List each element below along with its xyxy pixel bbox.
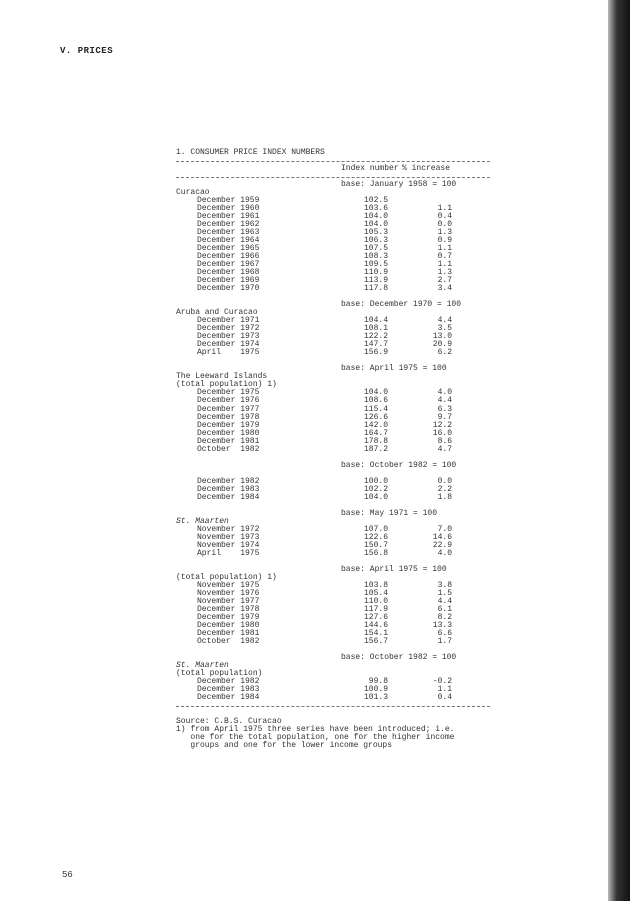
period: December 1974 (197, 340, 260, 350)
period: December 1978 (197, 604, 260, 614)
page-number: 56 (62, 870, 73, 880)
footnote-line (176, 742, 490, 750)
period: November 1973 (197, 532, 260, 542)
column-header-increase: % increase (402, 164, 451, 174)
table-row (176, 446, 490, 454)
section-heading: (total population) 1) (176, 380, 277, 390)
divider (176, 706, 490, 707)
percent-increase: 6.1 (437, 604, 452, 614)
column-header-row (176, 165, 490, 173)
percent-increase: 1.7 (437, 636, 452, 646)
period: December 1959 (197, 196, 260, 206)
period: December 1979 (197, 420, 260, 430)
period: November 1974 (197, 540, 260, 550)
percent-increase: -0.2 (432, 677, 452, 687)
period: December 1981 (197, 436, 260, 446)
index-number: 187.2 (363, 444, 388, 454)
percent-increase: 1.8 (437, 492, 452, 502)
index-number: 164.7 (363, 428, 388, 438)
period: November 1975 (197, 580, 260, 590)
divider (176, 177, 490, 178)
period: December 1968 (197, 268, 260, 278)
cpi-table (176, 149, 490, 750)
base-label: base: October 1982 = 100 (341, 460, 457, 470)
percent-increase: 0.4 (437, 212, 452, 222)
index-number: 103.6 (363, 204, 388, 214)
index-number: 142.0 (363, 420, 388, 430)
index-number: 156.9 (363, 348, 388, 358)
percent-increase: 4.4 (437, 596, 452, 606)
percent-increase: 7.0 (437, 524, 452, 534)
table-row (176, 638, 490, 646)
dashed-rule (176, 702, 490, 710)
table-title-line (176, 149, 490, 157)
base-line (176, 181, 490, 189)
index-number: 127.6 (363, 612, 388, 622)
period: October 1982 (197, 636, 260, 646)
section-heading: (total population) 1) (176, 572, 277, 582)
base-label: base: April 1975 = 100 (341, 364, 447, 374)
period: December 1966 (197, 252, 260, 262)
divider (176, 161, 490, 162)
percent-increase: 16.0 (432, 428, 452, 438)
footnote: 1) from April 1975 three series have been introduced; i.e. (176, 725, 455, 735)
footnote: one for the total population, one for the higher income (176, 733, 455, 743)
chapter-heading: V. PRICES (60, 46, 114, 56)
index-number: 104.0 (363, 492, 388, 502)
percent-increase: 0.9 (437, 236, 452, 246)
percent-increase: 6.6 (437, 628, 452, 638)
period: December 1976 (197, 396, 260, 406)
period: December 1981 (197, 628, 260, 638)
percent-increase: 0.7 (437, 252, 452, 262)
period: December 1979 (197, 612, 260, 622)
section-heading: Aruba and Curacao (176, 308, 258, 318)
index-number: 102.5 (363, 196, 388, 206)
index-number: 115.4 (363, 404, 388, 414)
index-number: 113.9 (363, 276, 388, 286)
percent-increase: 1.3 (437, 228, 452, 238)
index-number: 109.5 (363, 260, 388, 270)
percent-increase: 14.6 (432, 532, 452, 542)
percent-increase: 13.0 (432, 332, 452, 342)
column-header-index: Index number (341, 164, 399, 174)
percent-increase: 3.4 (437, 284, 452, 294)
period: December 1975 (197, 388, 260, 398)
index-number: 102.2 (363, 484, 388, 494)
index-number: 156.7 (363, 636, 388, 646)
table-row (176, 494, 490, 502)
base-line (176, 462, 490, 470)
section-heading: The Leeward Islands (176, 372, 268, 382)
index-number: 117.9 (363, 604, 388, 614)
index-number: 104.0 (363, 388, 388, 398)
index-number: 122.2 (363, 332, 388, 342)
percent-increase: 8.2 (437, 612, 452, 622)
percent-increase: 20.9 (432, 340, 452, 350)
percent-increase: 2.2 (437, 484, 452, 494)
period: December 1978 (197, 412, 260, 422)
period: December 1973 (197, 332, 260, 342)
period: December 1984 (197, 492, 260, 502)
percent-increase: 3.5 (437, 324, 452, 334)
period: November 1977 (197, 596, 260, 606)
percent-increase: 2.7 (437, 276, 452, 286)
index-number: 178.8 (363, 436, 388, 446)
table-row (176, 550, 490, 558)
index-number: 154.1 (363, 628, 388, 638)
percent-increase: 1.1 (437, 204, 452, 214)
index-number: 147.7 (363, 340, 388, 350)
percent-increase: 1.5 (437, 588, 452, 598)
index-number: 122.6 (363, 532, 388, 542)
index-number: 100.0 (363, 476, 388, 486)
period: December 1982 (197, 677, 260, 687)
period: December 1980 (197, 620, 260, 630)
index-number: 99.8 (368, 677, 388, 687)
index-number: 100.9 (363, 685, 388, 695)
table-row (176, 285, 490, 293)
index-number: 126.6 (363, 412, 388, 422)
percent-increase: 4.4 (437, 316, 452, 326)
section-heading: St. Maarten (176, 661, 229, 670)
period: April 1975 (197, 348, 260, 358)
period: December 1971 (197, 316, 260, 326)
index-number: 104.0 (363, 212, 388, 222)
period: December 1972 (197, 324, 260, 334)
index-number: 105.4 (363, 588, 388, 598)
source-note: Source: C.B.S. Curacao (176, 717, 282, 727)
index-number: 156.8 (363, 548, 388, 558)
index-number: 107.0 (363, 524, 388, 534)
index-number: 107.5 (363, 244, 388, 254)
index-number: 144.6 (363, 620, 388, 630)
period: December 1984 (197, 693, 260, 703)
index-number: 105.3 (363, 228, 388, 238)
period: December 1967 (197, 260, 260, 270)
period: November 1976 (197, 588, 260, 598)
period: December 1969 (197, 276, 260, 286)
table-row (176, 694, 490, 702)
index-number: 150.7 (363, 540, 388, 550)
period: October 1982 (197, 444, 260, 454)
index-number: 110.0 (363, 596, 388, 606)
period: December 1977 (197, 404, 260, 414)
table-row (176, 349, 490, 357)
period: December 1965 (197, 244, 260, 254)
section-heading: (total population) (176, 669, 263, 679)
percent-increase: 0.0 (437, 220, 452, 230)
index-number: 108.6 (363, 396, 388, 406)
scan-edge-shadow (608, 0, 630, 901)
period: December 1963 (197, 228, 260, 238)
index-number: 108.3 (363, 252, 388, 262)
period: December 1980 (197, 428, 260, 438)
base-label: base: January 1958 = 100 (341, 180, 457, 190)
percent-increase: 13.3 (432, 620, 452, 630)
period: December 1964 (197, 236, 260, 246)
period: November 1972 (197, 524, 260, 534)
base-label: base: October 1982 = 100 (341, 652, 457, 662)
index-number: 110.9 (363, 268, 388, 278)
period: April 1975 (197, 548, 260, 558)
base-label: base: May 1971 = 100 (341, 508, 438, 518)
base-label: base: April 1975 = 100 (341, 564, 447, 574)
percent-increase: 1.1 (437, 685, 452, 695)
index-number: 117.8 (363, 284, 388, 294)
table-title: 1. CONSUMER PRICE INDEX NUMBERS (176, 148, 325, 157)
percent-increase: 3.8 (437, 580, 452, 590)
period: December 1983 (197, 685, 260, 695)
percent-increase: 12.2 (432, 420, 452, 430)
index-number: 106.3 (363, 236, 388, 246)
period: December 1983 (197, 484, 260, 494)
percent-increase: 9.7 (437, 412, 452, 422)
index-number: 104.0 (363, 220, 388, 230)
percent-increase: 1.1 (437, 244, 452, 254)
percent-increase: 22.9 (432, 540, 452, 550)
percent-increase: 4.7 (437, 444, 452, 454)
percent-increase: 6.3 (437, 404, 452, 414)
percent-increase: 1.1 (437, 260, 452, 270)
footnote: groups and one for the lower income groups (176, 741, 393, 751)
section-heading: Curacao (176, 188, 210, 198)
percent-increase: 6.2 (437, 348, 452, 358)
percent-increase: 8.6 (437, 436, 452, 446)
index-number: 104.4 (363, 316, 388, 326)
percent-increase: 4.0 (437, 548, 452, 558)
percent-increase: 4.4 (437, 396, 452, 406)
period: December 1962 (197, 220, 260, 230)
index-number: 101.3 (363, 693, 388, 703)
period: December 1982 (197, 476, 260, 486)
period: December 1961 (197, 212, 260, 222)
blank-line (176, 502, 490, 510)
period: December 1960 (197, 204, 260, 214)
section-heading: St. Maarten (176, 516, 229, 526)
period: December 1970 (197, 284, 260, 294)
index-number: 108.1 (363, 324, 388, 334)
percent-increase: 0.0 (437, 476, 452, 486)
index-number: 103.8 (363, 580, 388, 590)
percent-increase: 1.3 (437, 268, 452, 278)
percent-increase: 4.0 (437, 388, 452, 398)
base-label: base: December 1970 = 100 (341, 300, 462, 310)
percent-increase: 0.4 (437, 693, 452, 703)
